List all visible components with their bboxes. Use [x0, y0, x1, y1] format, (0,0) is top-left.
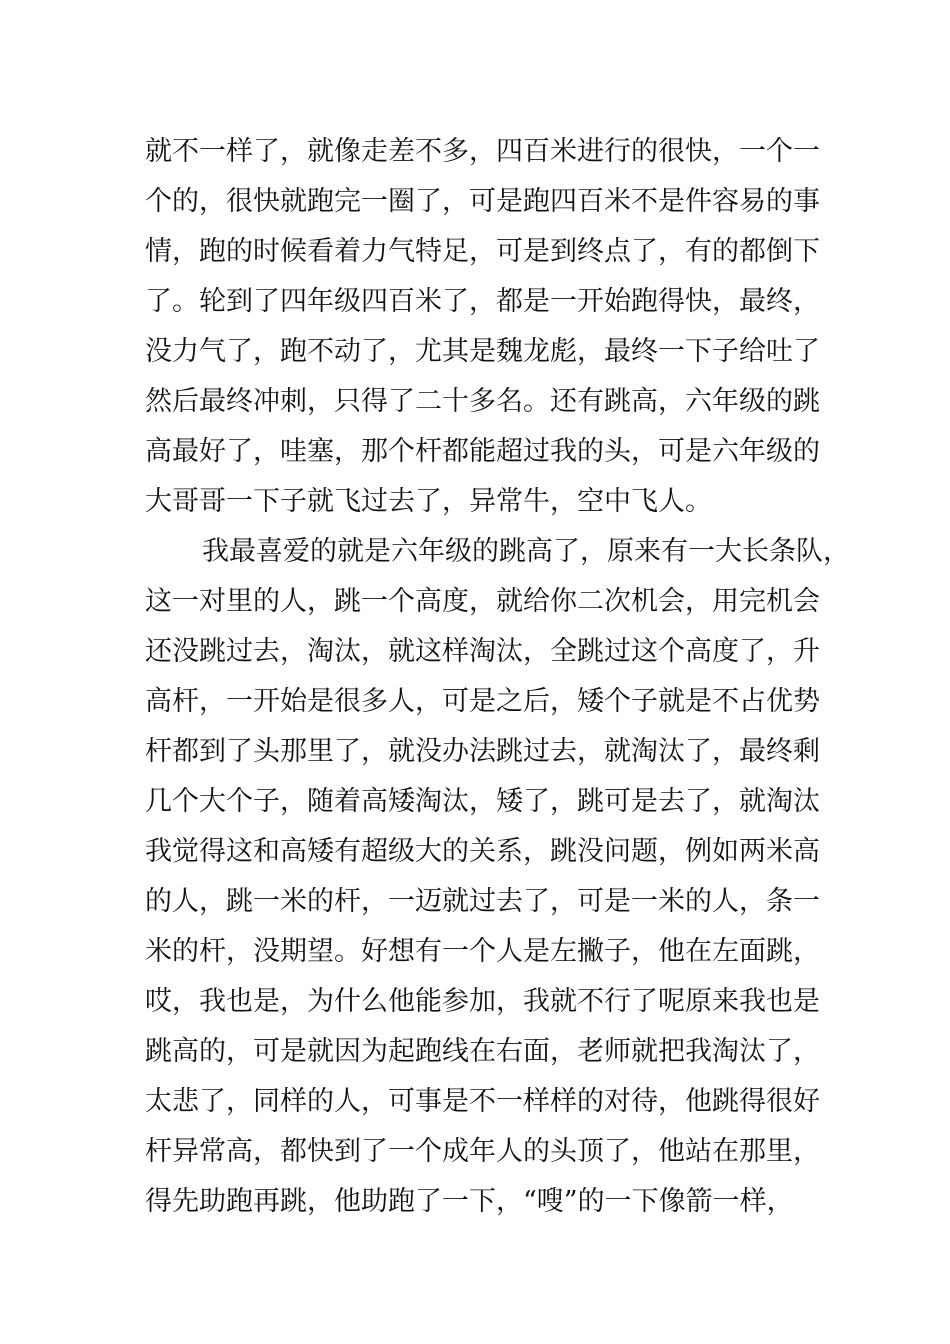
text-line: 个的，很快就跑完一圈了，可是跑四百米不是件容易的事 — [145, 186, 820, 217]
text-line: 我最喜爱的就是六年级的跳高了，原来有一大长条队， — [202, 536, 850, 567]
text-line: 杆都到了头那里了，就没办法跳过去，就淘汰了，最终剩 — [145, 736, 820, 767]
paragraph-1 — [145, 127, 835, 527]
text-line: 跳高的，可是就因为起跑线在右面，老师就把我淘汰了， — [145, 1036, 820, 1067]
text-line: 得先助跑再跳，他助跑了一下，“嗖”的一下像箭一样， — [145, 1186, 794, 1217]
text-line: 然后最终冲刺，只得了二十多名。还有跳高，六年级的跳 — [145, 386, 820, 417]
text-line: 了。轮到了四年级四百米了，都是一开始跑得快，最终， — [145, 286, 820, 317]
text-line: 这一对里的人，跳一个高度，就给你二次机会，用完机会 — [145, 586, 820, 617]
text-line: 大哥哥一下子就飞过去了，异常牛，空中飞人。 — [145, 486, 712, 517]
text-line: 就不一样了，就像走差不多，四百米进行的很快，一个一 — [145, 136, 820, 167]
text-line: 杆异常高，都快到了一个成年人的头顶了，他站在那里， — [145, 1136, 820, 1167]
text-line: 高最好了，哇塞，那个杆都能超过我的头，可是六年级的 — [145, 436, 820, 467]
text-line: 几个大个子，随着高矮淘汰，矮了，跳可是去了，就淘汰 — [145, 786, 820, 817]
text-line: 米的杆，没期望。好想有一个人是左撇子，他在左面跳， — [145, 936, 820, 967]
text-line: 我觉得这和高矮有超级大的关系，跳没问题，例如两米高 — [145, 836, 820, 867]
text-line: 情，跑的时候看着力气特足，可是到终点了，有的都倒下 — [145, 236, 820, 267]
text-line: 还没跳过去，淘汰，就这样淘汰，全跳过这个高度了，升 — [145, 636, 820, 667]
paragraph-2 — [145, 527, 850, 1227]
text-line: 高杆，一开始是很多人，可是之后，矮个子就是不占优势 — [145, 686, 820, 717]
text-line: 哎，我也是，为什么他能参加，我就不行了呢原来我也是 — [145, 986, 820, 1017]
body-text — [145, 127, 850, 1227]
text-line: 的人，跳一米的杆，一迈就过去了，可是一米的人，条一 — [145, 886, 820, 917]
text-line: 没力气了，跑不动了，尤其是魏龙彪，最终一下子给吐了 — [145, 336, 820, 367]
text-line: 太悲了，同样的人，可事是不一样样的对待，他跳得很好 — [145, 1086, 820, 1117]
